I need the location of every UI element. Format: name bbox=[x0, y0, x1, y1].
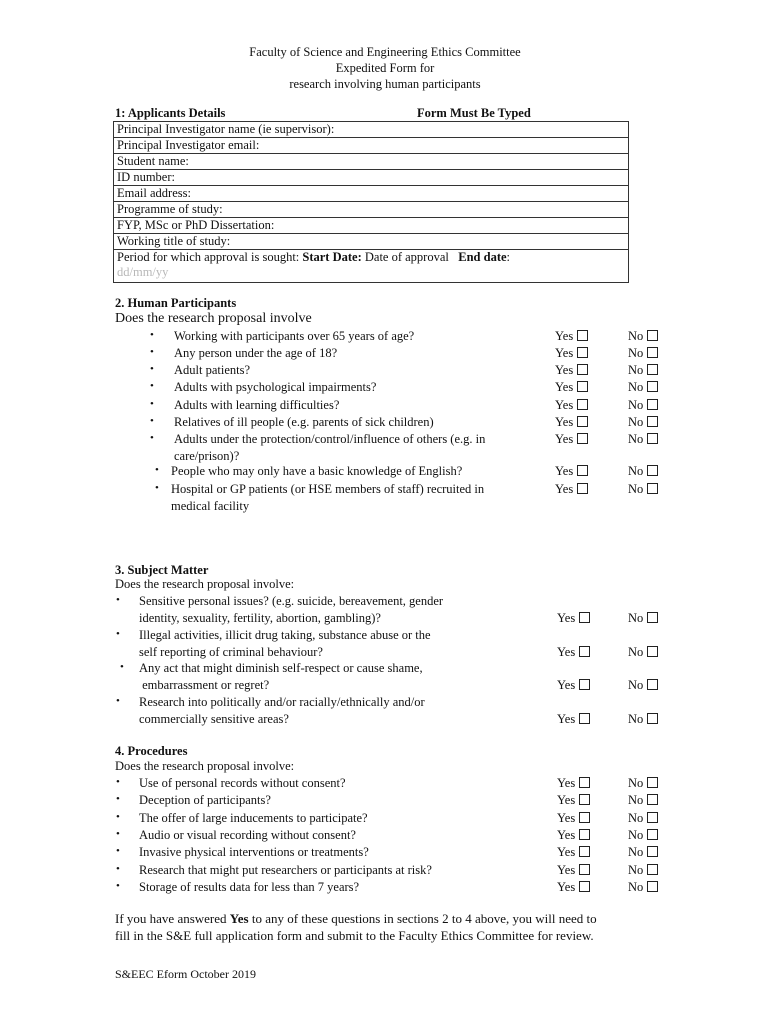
no-checkbox[interactable] bbox=[647, 713, 658, 724]
yes-checkbox[interactable] bbox=[579, 881, 590, 892]
section2-question-text: medical facility bbox=[171, 499, 250, 513]
no-label: No bbox=[628, 415, 644, 429]
no-checkbox[interactable] bbox=[647, 612, 658, 623]
section3-q4-no-option[interactable] bbox=[628, 711, 658, 728]
yes-checkbox[interactable] bbox=[577, 483, 588, 494]
yes-label: Yes bbox=[557, 776, 576, 790]
section4-question-text: The offer of large inducements to participate? bbox=[139, 810, 368, 825]
yes-label: Yes bbox=[555, 432, 574, 446]
no-checkbox[interactable] bbox=[647, 330, 658, 341]
yes-label: Yes bbox=[557, 645, 576, 659]
section3-question-text: embarrassment or regret? bbox=[139, 678, 270, 692]
section3-bullet: • bbox=[116, 628, 120, 640]
section2-bullet: • bbox=[150, 415, 154, 427]
section2-question-text: Any person under the age of 18? bbox=[174, 346, 338, 360]
form-footer: S&EEC Eform October 2019 bbox=[115, 967, 256, 981]
pi-email-field[interactable]: Principal Investigator email: bbox=[114, 138, 629, 154]
id-number-field[interactable]: ID number: bbox=[114, 170, 629, 186]
no-checkbox[interactable] bbox=[647, 364, 658, 375]
section4-question-text: Research that might put researchers or participants at risk? bbox=[139, 862, 432, 877]
yes-checkbox[interactable] bbox=[577, 347, 588, 358]
section4-q4-yes-option[interactable] bbox=[557, 827, 590, 844]
yes-label: Yes bbox=[557, 678, 576, 692]
section2-title: 2. Human Participants bbox=[115, 296, 237, 310]
section4-q1-yes-option[interactable] bbox=[557, 775, 590, 792]
no-checkbox[interactable] bbox=[647, 381, 658, 392]
yes-label: Yes bbox=[555, 363, 574, 377]
yes-checkbox[interactable] bbox=[579, 679, 590, 690]
yes-checkbox[interactable] bbox=[577, 416, 588, 427]
no-label: No bbox=[628, 793, 644, 808]
section2-bullet: • bbox=[155, 482, 159, 494]
working-title-field[interactable]: Working title of study: bbox=[114, 234, 629, 250]
no-checkbox[interactable] bbox=[647, 646, 658, 657]
no-checkbox[interactable] bbox=[647, 679, 658, 690]
no-label: No bbox=[628, 464, 644, 478]
section2-question-text: care/prison)? bbox=[174, 449, 240, 463]
section4-q7-yes-option[interactable] bbox=[557, 879, 590, 896]
section3-bullet: • bbox=[120, 661, 124, 673]
no-label: No bbox=[628, 329, 644, 343]
section2-q3-no-option[interactable] bbox=[628, 362, 658, 379]
section4-q1-no-option[interactable] bbox=[628, 775, 658, 792]
section4-bullet: • bbox=[116, 845, 120, 858]
section3-q2-yes-option[interactable] bbox=[557, 644, 590, 661]
section4-question: Does the research proposal involve: bbox=[115, 759, 295, 773]
section2-bullet: • bbox=[150, 329, 154, 341]
section2-bullet: • bbox=[150, 346, 154, 358]
section4-q4-no-option[interactable] bbox=[628, 827, 658, 844]
section2-q6-no-option[interactable] bbox=[628, 414, 658, 431]
section1-title: 1: Applicants Details bbox=[115, 106, 226, 120]
section2-q1-yes-option[interactable] bbox=[555, 328, 588, 345]
yes-checkbox[interactable] bbox=[579, 829, 590, 840]
section4-question-text: Invasive physical interventions or treatments? bbox=[139, 845, 369, 860]
section2-q5-yes-option[interactable] bbox=[555, 397, 588, 414]
section2-bullet: • bbox=[150, 432, 154, 444]
section2-question-text: Hospital or GP patients (or HSE members of staff) recruited in bbox=[171, 482, 485, 496]
section2-question-text: Adults with learning difficulties? bbox=[174, 398, 340, 412]
no-checkbox[interactable] bbox=[647, 777, 658, 788]
section3-question-text: Research into politically and/or racially/ethnically and/or bbox=[139, 695, 425, 709]
yes-checkbox[interactable] bbox=[577, 381, 588, 392]
pi-name-field[interactable]: Principal Investigator name (ie supervisor): bbox=[114, 122, 629, 138]
approval-period-field[interactable] bbox=[114, 250, 629, 283]
section2-q9-no-option[interactable] bbox=[628, 481, 658, 498]
no-label: No bbox=[628, 810, 644, 825]
section4-q2-no-option[interactable] bbox=[628, 792, 658, 809]
section2-question-text: People who may only have a basic knowledge of English? bbox=[171, 464, 463, 478]
section2-question-text: Adults with psychological impairments? bbox=[174, 380, 377, 394]
section4-question-text: Deception of participants? bbox=[139, 793, 271, 808]
applicant-details-table bbox=[113, 121, 629, 283]
section4-bullet: • bbox=[116, 810, 120, 823]
section2-q2-no-option[interactable] bbox=[628, 345, 658, 362]
section2-q4-no-option[interactable] bbox=[628, 379, 658, 396]
section3-question-text: Illegal activities, illicit drug taking, substance abuse or the bbox=[139, 628, 431, 642]
yes-label: Yes bbox=[557, 611, 576, 625]
closing-instruction-line1 bbox=[115, 911, 597, 927]
section2-q1-no-option[interactable] bbox=[628, 328, 658, 345]
section4-q7-no-option[interactable] bbox=[628, 879, 658, 896]
section3-q2-no-option[interactable] bbox=[628, 644, 658, 661]
section4-q6-yes-option[interactable] bbox=[557, 862, 590, 879]
start-date-label: Start Date: bbox=[302, 250, 362, 264]
section2-q7-yes-option[interactable] bbox=[555, 431, 588, 448]
yes-label: Yes bbox=[557, 827, 576, 842]
section4-question-text: Use of personal records without consent? bbox=[139, 776, 346, 790]
yes-label: Yes bbox=[557, 712, 576, 726]
section4-bullet: • bbox=[116, 827, 120, 840]
form-header-line1: Faculty of Science and Engineering Ethics Committee bbox=[249, 45, 521, 59]
section2-bullet: • bbox=[150, 363, 154, 375]
yes-label: Yes bbox=[555, 346, 574, 360]
section2-question-text: Adults under the protection/control/influence of others (e.g. in bbox=[174, 432, 486, 446]
section3-question: Does the research proposal involve: bbox=[115, 577, 295, 591]
section2-q5-no-option[interactable] bbox=[628, 397, 658, 414]
no-checkbox[interactable] bbox=[647, 881, 658, 892]
yes-checkbox[interactable] bbox=[579, 777, 590, 788]
yes-checkbox[interactable] bbox=[579, 612, 590, 623]
section3-question-text: self reporting of criminal behaviour? bbox=[139, 645, 323, 659]
yes-checkbox[interactable] bbox=[577, 399, 588, 410]
form-header-line2: Expedited Form for bbox=[335, 61, 435, 75]
yes-label: Yes bbox=[557, 879, 576, 894]
section2-question-text: Relatives of ill people (e.g. parents of sick children) bbox=[174, 415, 434, 429]
no-checkbox[interactable] bbox=[647, 846, 658, 857]
closing-post: to any of these questions in sections 2 to 4 above, you will need to bbox=[248, 911, 597, 926]
section4-question-text: Storage of results data for less than 7 years? bbox=[139, 879, 360, 894]
section2-q6-yes-option[interactable] bbox=[555, 414, 588, 431]
yes-checkbox[interactable] bbox=[579, 846, 590, 857]
no-label: No bbox=[628, 432, 644, 446]
closing-yes: Yes bbox=[229, 911, 249, 926]
yes-label: Yes bbox=[557, 793, 576, 808]
yes-label: Yes bbox=[557, 862, 576, 877]
yes-label: Yes bbox=[557, 810, 576, 825]
section3-q3-yes-option[interactable] bbox=[557, 677, 590, 694]
no-label: No bbox=[628, 380, 644, 394]
no-label: No bbox=[628, 398, 644, 412]
section3-q1-no-option[interactable] bbox=[628, 610, 658, 627]
section3-bullet: • bbox=[116, 594, 120, 606]
yes-checkbox[interactable] bbox=[577, 433, 588, 444]
section4-q6-no-option[interactable] bbox=[628, 862, 658, 879]
yes-checkbox[interactable] bbox=[577, 364, 588, 375]
section2-question: Does the research proposal involve bbox=[115, 311, 312, 326]
no-label: No bbox=[628, 482, 644, 496]
closing-instruction-line2: fill in the S&E full application form and submit to the Faculty Ethics Committee for review. bbox=[115, 928, 594, 943]
yes-label: Yes bbox=[555, 464, 574, 478]
form-must-be-typed-note: Form Must Be Typed bbox=[417, 106, 531, 120]
yes-label: Yes bbox=[555, 398, 574, 412]
no-label: No bbox=[628, 827, 644, 842]
section4-bullet: • bbox=[116, 793, 120, 806]
yes-checkbox[interactable] bbox=[579, 812, 590, 823]
no-checkbox[interactable] bbox=[647, 465, 658, 476]
section4-q5-no-option[interactable] bbox=[628, 844, 658, 861]
email-address-field[interactable]: Email address: bbox=[114, 186, 629, 202]
section2-q7-no-option[interactable] bbox=[628, 431, 658, 448]
student-name-field[interactable]: Student name: bbox=[114, 154, 629, 170]
end-date-label: End date bbox=[458, 250, 507, 264]
no-label: No bbox=[628, 363, 644, 377]
section2-bullet: • bbox=[150, 398, 154, 410]
no-label: No bbox=[628, 611, 644, 625]
section2-bullet: • bbox=[150, 380, 154, 392]
yes-checkbox[interactable] bbox=[579, 646, 590, 657]
section2-q3-yes-option[interactable] bbox=[555, 362, 588, 379]
section3-title: 3. Subject Matter bbox=[115, 563, 209, 577]
section2-bullet: • bbox=[155, 464, 159, 476]
no-checkbox[interactable] bbox=[647, 483, 658, 494]
end-date-input[interactable]: dd/mm/yy bbox=[117, 265, 169, 279]
no-checkbox[interactable] bbox=[647, 829, 658, 840]
no-label: No bbox=[628, 879, 644, 894]
no-label: No bbox=[628, 776, 644, 790]
section3-question-text: commercially sensitive areas? bbox=[139, 712, 289, 726]
section2-q9-yes-option[interactable] bbox=[555, 481, 588, 498]
no-checkbox[interactable] bbox=[647, 812, 658, 823]
section4-q3-no-option[interactable] bbox=[628, 810, 658, 827]
yes-checkbox[interactable] bbox=[579, 864, 590, 875]
section3-question-text: identity, sexuality, fertility, abortion, gambling)? bbox=[139, 611, 381, 625]
section4-bullet: • bbox=[116, 862, 120, 875]
dissertation-type-field[interactable]: FYP, MSc or PhD Dissertation: bbox=[114, 218, 629, 234]
section3-q3-no-option[interactable] bbox=[628, 677, 658, 694]
yes-checkbox[interactable] bbox=[579, 713, 590, 724]
section4-q3-yes-option[interactable] bbox=[557, 810, 590, 827]
section4-q5-yes-option[interactable] bbox=[557, 844, 590, 861]
end-date-colon: : bbox=[506, 250, 511, 264]
programme-field[interactable]: Programme of study: bbox=[114, 202, 629, 218]
yes-label: Yes bbox=[555, 415, 574, 429]
yes-label: Yes bbox=[557, 845, 576, 860]
section4-bullet: • bbox=[116, 776, 120, 788]
no-checkbox[interactable] bbox=[647, 399, 658, 410]
section2-question-text: Working with participants over 65 years of age? bbox=[174, 329, 415, 343]
section4-bullet: • bbox=[116, 879, 120, 892]
no-label: No bbox=[628, 678, 644, 692]
section3-q4-yes-option[interactable] bbox=[557, 711, 590, 728]
no-label: No bbox=[628, 862, 644, 877]
start-date-value: Date of approval bbox=[364, 250, 449, 264]
no-checkbox[interactable] bbox=[647, 794, 658, 805]
yes-checkbox[interactable] bbox=[579, 794, 590, 805]
no-checkbox[interactable] bbox=[647, 864, 658, 875]
section4-question-text: Audio or visual recording without consent? bbox=[139, 827, 356, 842]
yes-checkbox[interactable] bbox=[577, 465, 588, 476]
no-label: No bbox=[628, 346, 644, 360]
no-label: No bbox=[628, 712, 644, 726]
no-checkbox[interactable] bbox=[647, 347, 658, 358]
section3-bullet: • bbox=[116, 695, 120, 707]
section2-question-text: Adult patients? bbox=[174, 363, 251, 377]
section2-q8-yes-option[interactable] bbox=[555, 463, 588, 480]
yes-label: Yes bbox=[555, 380, 574, 394]
no-checkbox[interactable] bbox=[647, 433, 658, 444]
no-label: No bbox=[628, 645, 644, 659]
section4-q2-yes-option[interactable] bbox=[557, 792, 590, 809]
yes-label: Yes bbox=[555, 329, 574, 343]
form-header-line3: research involving human participants bbox=[289, 77, 481, 91]
yes-label: Yes bbox=[555, 482, 574, 496]
no-label: No bbox=[628, 845, 644, 860]
closing-pre: If you have answered bbox=[115, 911, 230, 926]
yes-checkbox[interactable] bbox=[577, 330, 588, 341]
section3-q1-yes-option[interactable] bbox=[557, 610, 590, 627]
section3-question-text: Sensitive personal issues? (e.g. suicide, bereavement, gender bbox=[139, 594, 444, 608]
section4-title: 4. Procedures bbox=[115, 744, 188, 758]
section2-q2-yes-option[interactable] bbox=[555, 345, 588, 362]
section2-q4-yes-option[interactable] bbox=[555, 379, 588, 396]
no-checkbox[interactable] bbox=[647, 416, 658, 427]
section2-q8-no-option[interactable] bbox=[628, 463, 658, 480]
section3-question-text: Any act that might diminish self-respect or cause shame, bbox=[139, 661, 423, 675]
period-label: Period for which approval is sought: bbox=[117, 250, 300, 264]
